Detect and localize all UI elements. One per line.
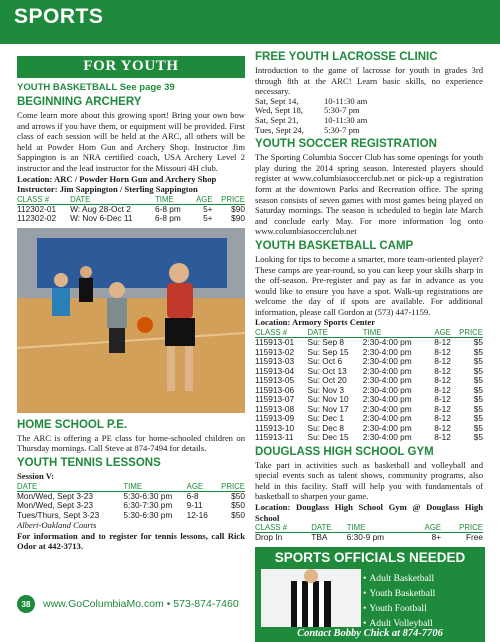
cell: Drop In <box>255 532 283 543</box>
cell: 115913-11 <box>255 432 294 443</box>
cell: 2:30-4:00 pm <box>362 346 412 357</box>
cell: Su: Sep 8 <box>307 337 344 348</box>
schedule-row <box>255 126 483 136</box>
ad-list-item: • Youth Basketball <box>363 586 435 601</box>
cell: 12-16 <box>186 509 208 520</box>
cell: $90 <box>231 213 245 224</box>
col-header: DATE <box>70 195 155 205</box>
cell: 8-12 <box>434 422 451 433</box>
col-header: TIME <box>363 328 429 338</box>
col-header: PRICE <box>213 195 245 205</box>
sports-officials-ad <box>255 547 485 642</box>
col-header: AGE <box>429 328 451 338</box>
cell: $5 <box>473 375 483 386</box>
cell: 8-12 <box>434 375 451 386</box>
cell: Su: Dec 8 <box>307 422 344 433</box>
basketball-camp-title: YOUTH BASKETBALL CAMP <box>255 239 414 252</box>
cell: 115913-04 <box>255 365 295 376</box>
ad-headline: SPORTS OFFICIALS NEEDED <box>274 549 466 565</box>
col-header: AGE <box>190 195 212 205</box>
cell: 5:30-6:30 pm <box>123 490 173 501</box>
cell: 8-12 <box>434 413 451 424</box>
cell: 2:30-4:00 pm <box>362 394 412 405</box>
cell: 2:30-4:00 pm <box>362 403 412 414</box>
cell: 2:30-4:00 pm <box>362 422 412 433</box>
cell: 6:30-9 pm <box>346 532 385 543</box>
page-number: 38 <box>17 595 35 613</box>
cell: $50 <box>231 500 245 511</box>
page-footer <box>17 595 239 613</box>
cell: 8-12 <box>434 356 451 367</box>
cell: Su: Dec 15 <box>307 432 349 443</box>
basketball-photo <box>17 228 245 413</box>
archery-body: Come learn more about this growing sport! Bring your own bow and arrows if you have them, or equipment will be provided. First class of each session will be held at the ARC, all others will be held at Powder Horn Gun and Archery Shop. Instructor Jim Sappington is an NRA certified coach, USA Archery Level 2 instructor and the lead instructor for the Missouri 4H club. <box>17 110 245 173</box>
schedule-date: Tues, Sept 24, <box>255 124 304 135</box>
cell: Su: Nov 17 <box>307 403 349 414</box>
basketball-camp-table <box>255 328 483 443</box>
col-header: PRICE <box>441 523 483 533</box>
douglass-location: Location: Douglass High School Gym @ Douglass High School <box>255 501 483 523</box>
tennis-venue: Albert-Oakland Courts <box>17 520 97 531</box>
cell: Free <box>465 532 483 543</box>
home-school-body: The ARC is offering a PE class for home-schooled children on Thursday mornings. Call Steve at 874-7494 for details. <box>17 432 245 454</box>
col-header: PRICE <box>451 328 483 338</box>
cell: 8-12 <box>434 337 451 348</box>
archery-title: BEGINNING ARCHERY <box>17 96 142 108</box>
cell: $5 <box>473 384 483 395</box>
cell: 8-12 <box>434 346 451 357</box>
cell: 5:30-6:30 pm <box>123 509 173 520</box>
cell: Tues/Thurs, Sept 3-23 <box>17 509 100 520</box>
cell: 8-12 <box>434 403 451 414</box>
tennis-title: YOUTH TENNIS LESSONS <box>17 456 161 469</box>
cell: 115913-07 <box>255 394 295 405</box>
for-youth-banner: FOR YOUTH <box>17 56 245 78</box>
archery-table <box>17 195 245 224</box>
schedule-date: Sat, Sept 14, <box>255 95 299 106</box>
basketball-camp-location: Location: Armory Sports Center <box>255 317 376 328</box>
col-header: AGE <box>412 523 441 533</box>
schedule-time: 10-11:30 am <box>324 114 368 125</box>
lacrosse-body: Introduction to the game of lacrosse for youth in grades 3rd through 8th at the ARC! Learn basic skills, no experience necessary. <box>255 65 483 97</box>
cell: $5 <box>473 337 483 348</box>
tennis-note: For information and to register for tennis lessons, call Rick Odor at 442-3713. <box>17 530 245 552</box>
col-header: PRICE <box>214 482 245 492</box>
cell: $5 <box>473 422 483 433</box>
col-header: TIME <box>123 482 186 492</box>
douglass-title: DOUGLASS HIGH SCHOOL GYM <box>255 445 434 458</box>
cell: $50 <box>231 509 245 520</box>
cell: Su: Oct 20 <box>307 375 347 386</box>
home-school-title: HOME SCHOOL P.E. <box>17 418 128 431</box>
cell: 2:30-4:00 pm <box>362 375 412 386</box>
cell: 2:30-4:00 pm <box>362 384 412 395</box>
youth-basketball-ref: YOUTH BASKETBALL See page 39 <box>17 82 175 93</box>
table-row <box>17 214 245 224</box>
cell: 115913-05 <box>255 375 295 386</box>
cell: 115913-06 <box>255 384 295 395</box>
col-header: TIME <box>347 523 413 533</box>
cell: 6-8 <box>186 490 199 501</box>
cell: $5 <box>473 394 483 405</box>
cell: 2:30-4:00 pm <box>362 356 412 367</box>
cell: 115913-02 <box>255 346 295 357</box>
archery-location: Location: ARC / Powder Horn Gun and Archery Shop <box>17 173 217 184</box>
lacrosse-title: FREE YOUTH LACROSSE CLINIC <box>255 51 438 63</box>
douglass-table <box>255 523 483 543</box>
cell: 2:30-4:00 pm <box>362 432 412 443</box>
col-header: DATE <box>308 328 363 338</box>
cell: Su: Nov 3 <box>307 384 344 395</box>
cell: $5 <box>473 346 483 357</box>
basketball-photo-art <box>17 228 245 413</box>
col-header: CLASS # <box>255 523 311 533</box>
cell: $90 <box>231 203 245 214</box>
cell: Mon/Wed, Sept 3-23 <box>17 500 93 511</box>
col-header: TIME <box>155 195 190 205</box>
cell: 2:30-4:00 pm <box>362 365 412 376</box>
table-row <box>17 511 245 521</box>
cell: 2:30-4:00 pm <box>362 413 412 424</box>
cell: Su: Sep 15 <box>307 346 349 357</box>
cell: W: Aug 28-Oct 2 <box>70 203 131 214</box>
cell: 115913-09 <box>255 413 295 424</box>
cell: $5 <box>473 413 483 424</box>
cell: 112302-01 <box>17 203 57 214</box>
table-row <box>255 533 483 543</box>
col-header: DATE <box>311 523 346 533</box>
lacrosse-schedule <box>255 97 483 135</box>
cell: 6-8 pm <box>155 203 181 214</box>
cell: 5+ <box>203 213 213 224</box>
referee-photo <box>261 569 361 627</box>
cell: Su: Oct 6 <box>307 356 343 367</box>
cell: 5+ <box>203 203 213 214</box>
site-line[interactable]: www.GoColumbiaMo.com • 573-874-7460 <box>43 598 239 610</box>
col-header: CLASS # <box>17 195 70 205</box>
tennis-session: Session V: <box>17 470 55 481</box>
cell: Su: Nov 10 <box>307 394 349 405</box>
cell: Su: Oct 13 <box>307 365 347 376</box>
schedule-date: Wed, Sept 18, <box>255 105 303 116</box>
schedule-time: 5:30-7 pm <box>324 105 360 116</box>
cell: 115913-10 <box>255 422 295 433</box>
cell: 8-12 <box>434 432 451 443</box>
cell: 8-12 <box>434 394 451 405</box>
douglass-body: Take part in activities such as basketball and volleyball and special events such as talent shows, community programs, also held in this facility. Staff will help you with fundamentals of basketball to sharpen your game. <box>255 459 483 502</box>
ad-list-item: • Youth Football <box>363 601 435 616</box>
cell: W: Nov 6-Dec 11 <box>70 213 133 224</box>
ad-contact: Contact Bobby Chick at 874-7706 <box>297 627 443 639</box>
cell: 6:30-7:30 pm <box>123 500 173 511</box>
cell: $5 <box>473 365 483 376</box>
section-header-bar <box>0 0 500 44</box>
cell: 8+ <box>431 532 442 543</box>
col-header: CLASS # <box>255 328 308 338</box>
section-title: SPORTS <box>14 5 104 28</box>
cell: $5 <box>473 403 483 414</box>
cell: 115913-08 <box>255 403 295 414</box>
cell: 6-8 pm <box>155 213 181 224</box>
soccer-body: The Sporting Columbia Soccer Club has some openings for youth play during the 2014 spring season. Interested players should register at www.columbiasoccerclub.net or pick-up a registration form at the downtown Parks and Recreation office. The spring season consists of seven games with most games being played on Saturday mornings. The season is scheduled to begin late March and conclude early May. For more information log onto www.columbiasoccerclub.net <box>255 152 483 237</box>
cell: 8-12 <box>434 384 451 395</box>
ad-list <box>363 571 435 631</box>
ad-list-item: • Adult Volleyball <box>363 616 435 631</box>
left-column <box>17 48 245 552</box>
soccer-title: YOUTH SOCCER REGISTRATION <box>255 138 437 151</box>
cell: Su: Dec 1 <box>307 413 344 424</box>
cell: Mon/Wed, Sept 3-23 <box>17 490 93 501</box>
cell: 8-12 <box>434 365 451 376</box>
schedule-time: 5:30-7 pm <box>324 124 360 135</box>
cell: 112302-02 <box>17 213 57 224</box>
cell: $5 <box>473 356 483 367</box>
cell: $5 <box>473 432 483 443</box>
cell: $50 <box>231 490 245 501</box>
cell: TBA <box>311 532 328 543</box>
archery-instructor: Instructor: Jim Sappington / Sterling Sappington <box>17 184 198 195</box>
schedule-date: Sat, Sept 21, <box>255 114 299 125</box>
table-row <box>255 433 483 443</box>
cell: 115913-03 <box>255 356 295 367</box>
cell: 115913-01 <box>255 337 295 348</box>
ad-list-item: • Adult Basketball <box>363 571 435 586</box>
col-header: AGE <box>187 482 214 492</box>
right-column <box>255 48 483 642</box>
col-header: DATE <box>17 482 123 492</box>
cell: 9-11 <box>186 500 203 511</box>
basketball-camp-body: Looking for tips to become a smarter, more team-oriented player? These camps are year-round, so you can keep your skills sharp in the off-season. Pre-register and pay as far in advance as you would like to ensure you have a spot. Walk-up registrations are welcome the day of if spots are available. For additional information, please call Gordon at (573) 447-1159. <box>255 253 483 317</box>
tennis-table <box>17 482 245 521</box>
schedule-time: 10-11:30 am <box>324 95 368 106</box>
cell: 2:30-4:00 pm <box>362 337 412 348</box>
